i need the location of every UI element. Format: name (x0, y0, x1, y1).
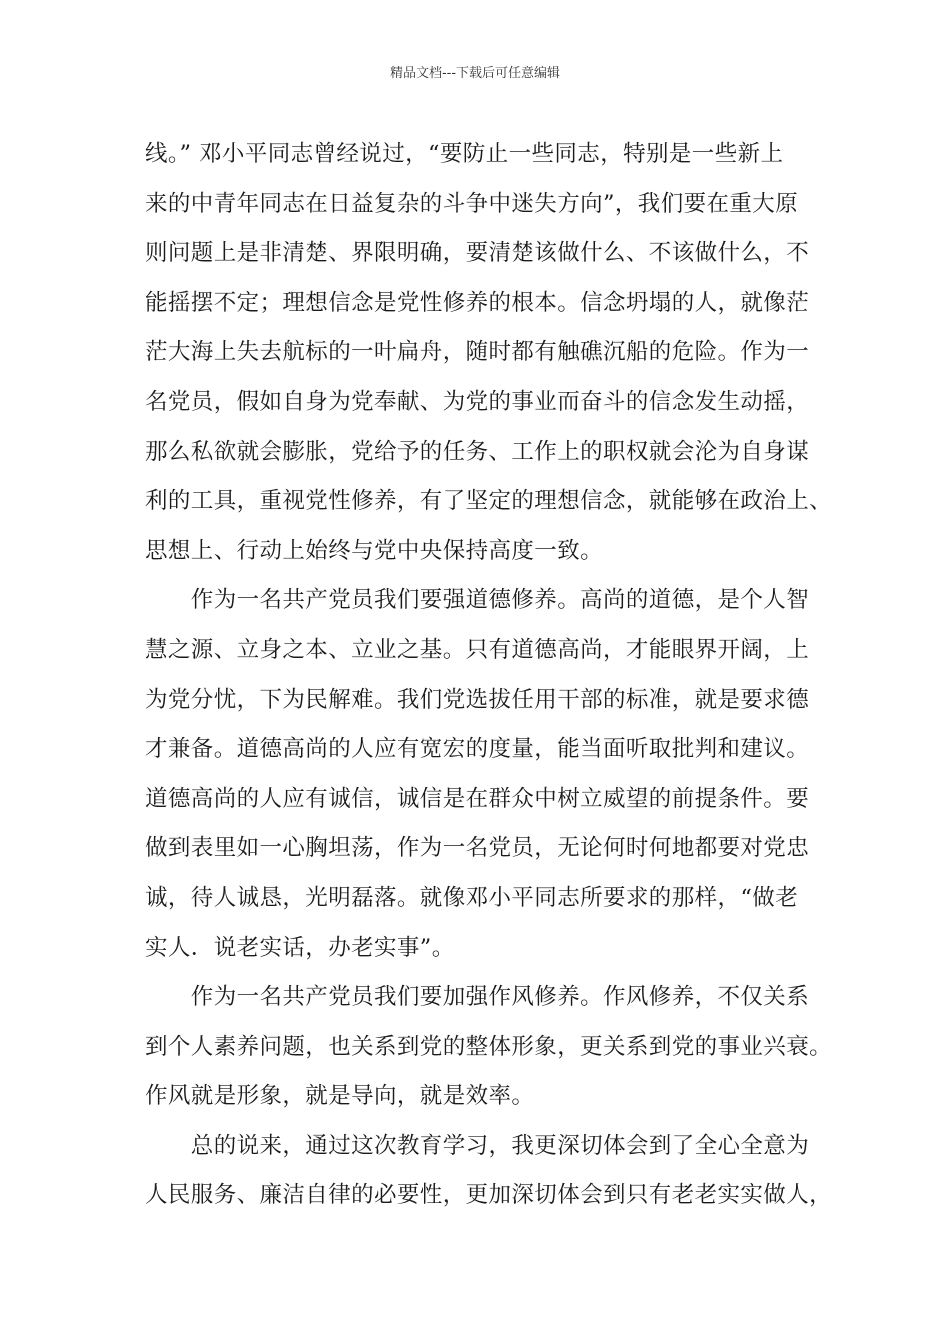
text-line: 作为一名共产党员我们要强道德修养。高尚的道德，是个人智 (145, 587, 810, 614)
text-line: 道德高尚的人应有诚信，诚信是在群众中树立威望的前提条件。要 (145, 785, 810, 812)
text-line: 为党分忧，下为民解难。我们党选拔任用干部的标准，就是要求德 (145, 686, 810, 713)
text-line: 名党员，假如自身为党奉献、为党的事业而奋斗的信念发生动摇， (145, 388, 810, 415)
text-line: 来的中青年同志在日益复杂的斗争中迷失方向”，我们要在重大原 (145, 190, 799, 217)
text-line: 总的说来，通过这次教育学习，我更深切体会到了全心全意为 (145, 1132, 810, 1159)
text-line: 能摇摆不定；理想信念是党性修养的根本。信念坍塌的人，就像茫 (145, 289, 810, 316)
text-line: 诚，待人诚恳，光明磊落。就像邓小平同志所要求的那样，“做老 (145, 884, 799, 911)
page-header: 精品文档---下载后可任意编辑 (389, 66, 561, 81)
text-line: 做到表里如一心胸坦荡，作为一名党员，无论何时何地都要对党忠 (145, 835, 810, 862)
document-body (145, 130, 833, 1221)
text-line: 作为一名共产党员我们要加强作风修养。作风修养，不仅关系 (145, 984, 810, 1011)
text-line: 到个人素养问题，也关系到党的整体形象，更关系到党的事业兴衰。 (145, 1033, 833, 1060)
text-line: 线。” 邓小平同志曾经说过，“要防止一些同志，特别是一些新上 (145, 141, 784, 167)
text-line: 思想上、行动上始终与党中央保持高度一致。 (145, 537, 604, 564)
text-line: 茫大海上失去航标的一叶扁舟，随时都有触礁沉船的危险。作为一 (145, 339, 810, 366)
text-line: 则问题上是非清楚、界限明确，要清楚该做什么、不该做什么，不 (145, 240, 810, 267)
text-line: 那么私欲就会膨胀，党给予的任务、工作上的职权就会沦为自身谋 (145, 438, 810, 465)
text-line: 慧之源、立身之本、立业之基。只有道德高尚，才能眼界开阔，上 (145, 636, 810, 663)
text-line: 作风就是形象，就是导向，就是效率。 (145, 1083, 535, 1110)
text-line: 人民服务、廉洁自律的必要性，更加深切体会到只有老老实实做人， (145, 1182, 833, 1209)
text-line: 才兼备。道德高尚的人应有宽宏的度量，能当面听取批判和建议。 (145, 736, 810, 763)
text-line: 利的工具，重视党性修养，有了坚定的理想信念，就能够在政治上、 (145, 488, 833, 515)
text-line: 实人．说老实话，办老实事”。 (145, 934, 455, 961)
